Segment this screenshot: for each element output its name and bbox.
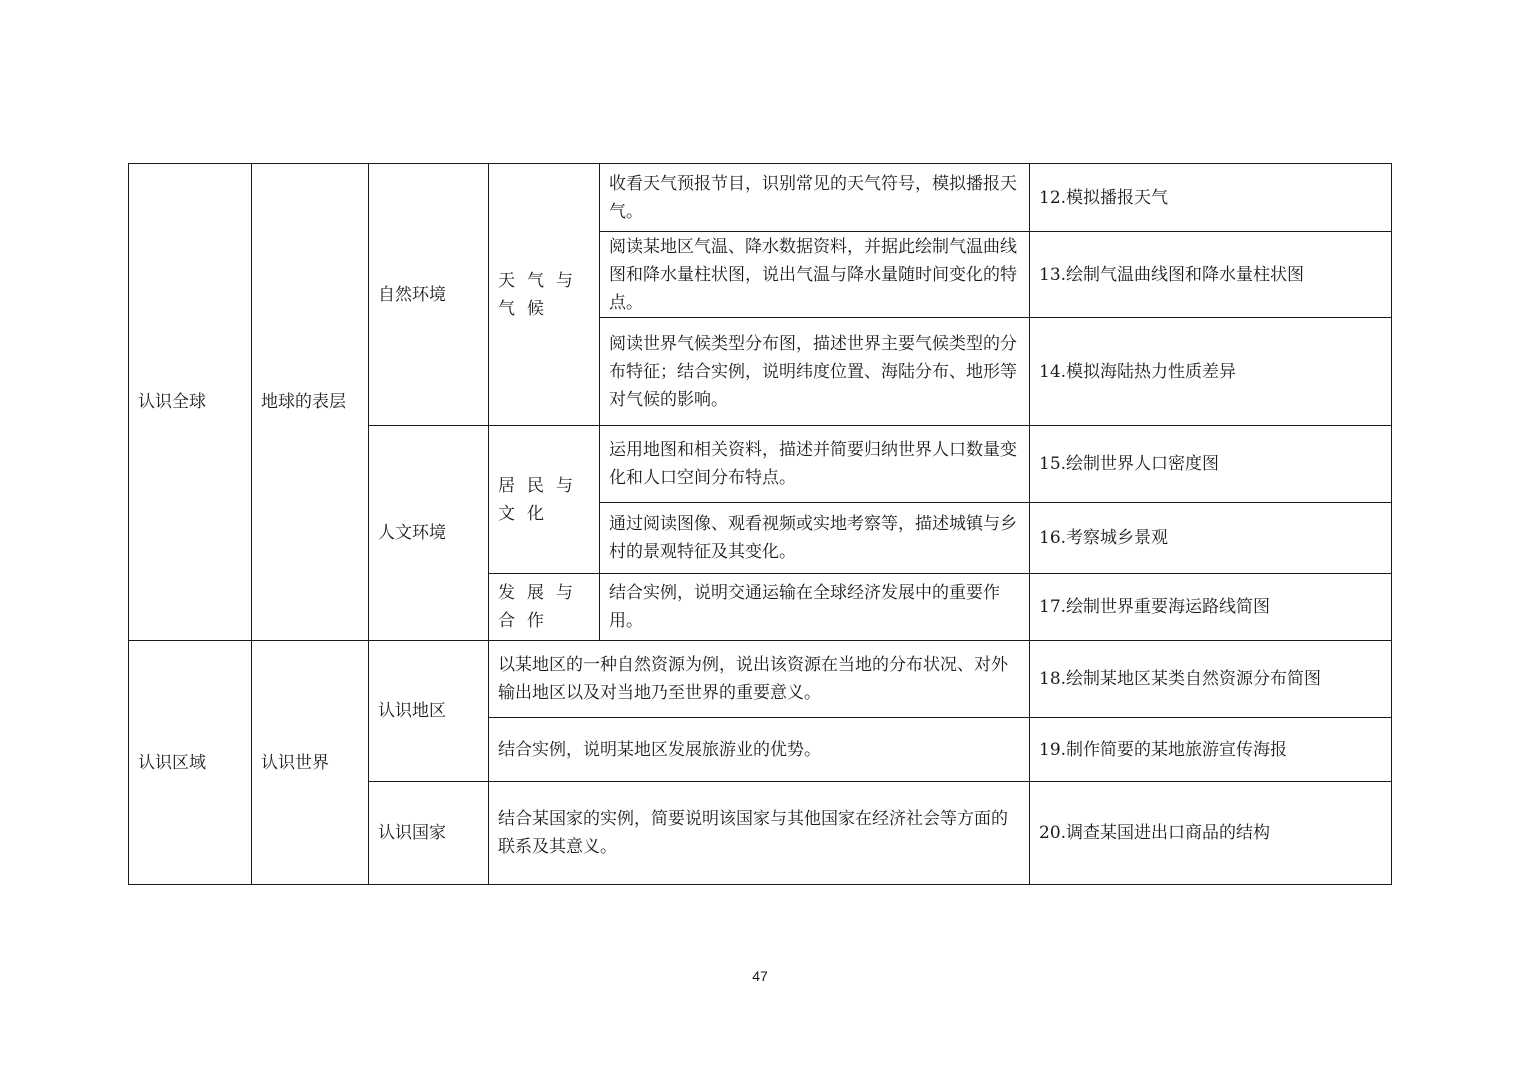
requirement-cell: 收看天气预报节目，识别常见的天气符号，模拟播报天气。	[600, 164, 1030, 232]
table-row	[129, 641, 1392, 718]
requirement-cell: 运用地图和相关资料，描述并简要归纳世界人口数量变化和人口空间分布特点。	[600, 426, 1030, 503]
activity-cell: 16.考察城乡景观	[1030, 503, 1392, 574]
requirement-cell: 以某地区的一种自然资源为例，说出该资源在当地的分布状况、对外输出地区以及对当地乃至世界的重要意义。	[489, 641, 1030, 718]
topic-cell: 认识国家	[369, 782, 489, 885]
requirement-cell: 阅读某地区气温、降水数据资料，并据此绘制气温曲线图和降水量柱状图，说出气温与降水量随时间变化的特点。	[600, 232, 1030, 318]
unit-cell: 地球的表层	[252, 164, 369, 641]
unit-cell: 认识世界	[252, 641, 369, 885]
activity-cell: 19.制作简要的某地旅游宣传海报	[1030, 718, 1392, 782]
activity-cell: 18.绘制某地区某类自然资源分布简图	[1030, 641, 1392, 718]
activity-cell: 15.绘制世界人口密度图	[1030, 426, 1392, 503]
subtopic-cell: 天气与气候	[489, 164, 600, 426]
activity-cell: 20.调查某国进出口商品的结构	[1030, 782, 1392, 885]
requirement-cell: 阅读世界气候类型分布图，描述世界主要气候类型的分布特征；结合实例，说明纬度位置、海陆分布、地形等对气候的影响。	[600, 318, 1030, 426]
requirement-cell: 结合实例，说明某地区发展旅游业的优势。	[489, 718, 1030, 782]
topic-cell: 认识地区	[369, 641, 489, 782]
subtopic-cell: 发展与合作	[489, 574, 600, 641]
requirement-cell: 通过阅读图像、观看视频或实地考察等，描述城镇与乡村的景观特征及其变化。	[600, 503, 1030, 574]
requirement-cell: 结合某国家的实例，简要说明该国家与其他国家在经济社会等方面的联系及其意义。	[489, 782, 1030, 885]
table-row	[129, 164, 1392, 232]
domain-cell: 认识区域	[129, 641, 252, 885]
activity-cell: 13.绘制气温曲线图和降水量柱状图	[1030, 232, 1392, 318]
topic-cell: 人文环境	[369, 426, 489, 641]
domain-cell: 认识全球	[129, 164, 252, 641]
topic-cell: 自然环境	[369, 164, 489, 426]
page-number: 47	[752, 968, 768, 984]
activity-cell: 17.绘制世界重要海运路线简图	[1030, 574, 1392, 641]
activity-cell: 12.模拟播报天气	[1030, 164, 1392, 232]
requirement-cell: 结合实例，说明交通运输在全球经济发展中的重要作用。	[600, 574, 1030, 641]
activity-cell: 14.模拟海陆热力性质差异	[1030, 318, 1392, 426]
curriculum-table	[128, 163, 1392, 885]
subtopic-cell: 居民与文化	[489, 426, 600, 574]
